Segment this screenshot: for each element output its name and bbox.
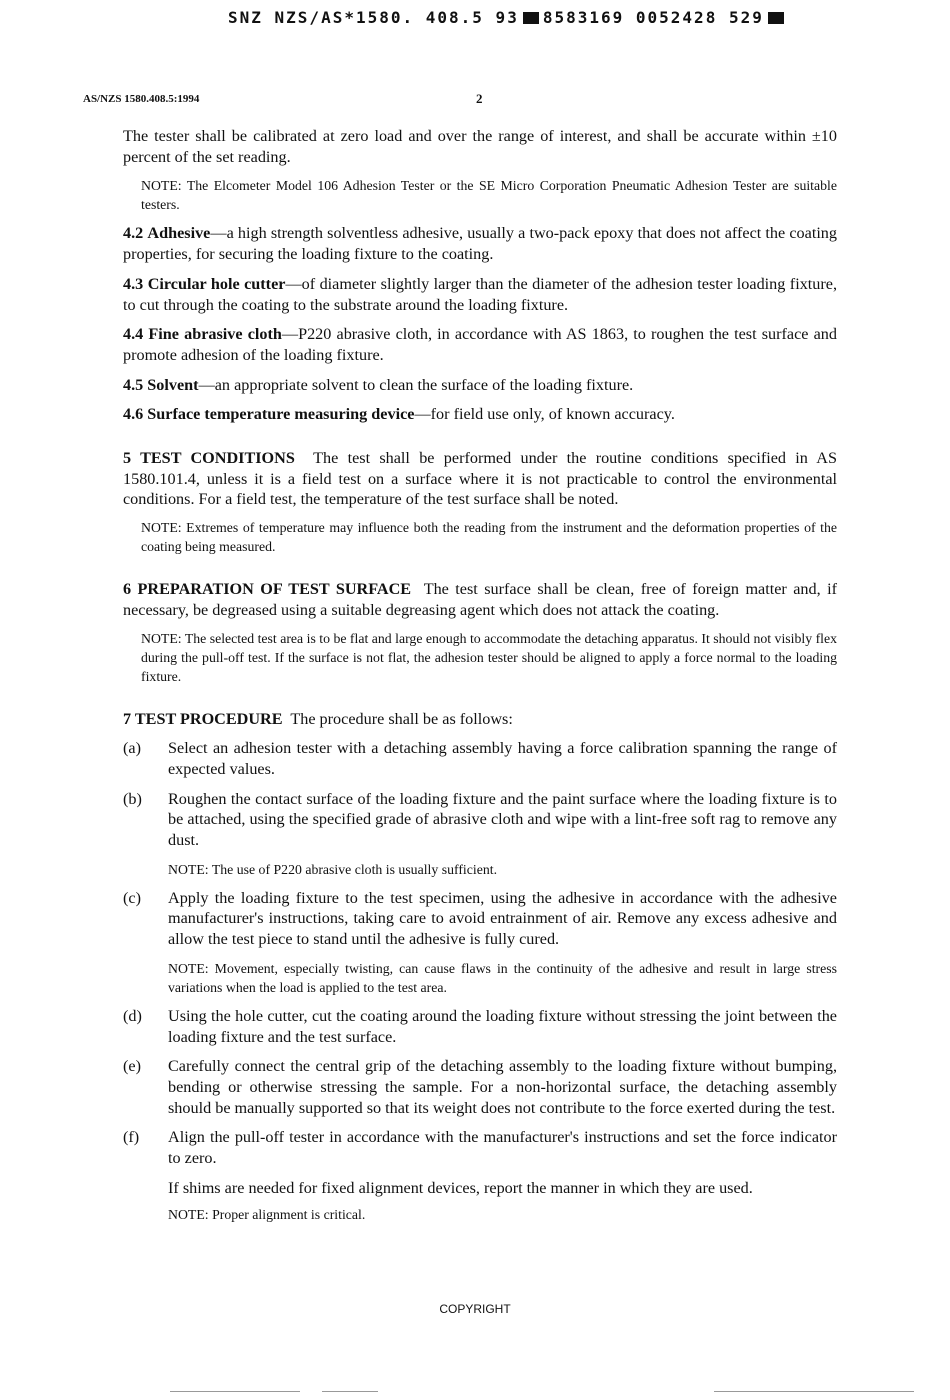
step-c-note: NOTE: Movement, especially twisting, can cause flaws in the continuity of the adhesive and result in large stress variations when the load is applied to the test area. <box>168 960 837 995</box>
clause-text: —P220 abrasive cloth, in accordance with AS 1863, to roughen the test surface and promote adhesion of the loading fixture. <box>123 325 837 364</box>
clause-text: —a high strength solventless adhesive, usually a two-pack epoxy that does not affect the coating properties, for securing the loading fixture to the coating. <box>123 224 837 264</box>
clause-number: 4.6 <box>123 405 144 424</box>
step-text: Roughen the contact surface of the loading fixture and the paint surface where the loading fixture is to be attached, using the specified grade of abrasive cloth and wipe with a lint-free soft rag to remove any dust. <box>168 789 837 850</box>
section-5 <box>123 448 837 510</box>
clause-title: Solvent <box>147 375 199 394</box>
step-label: (e) <box>123 1057 141 1076</box>
procedure-step-d <box>123 1006 837 1047</box>
clause-number: 4.5 <box>123 375 144 394</box>
step-text: Using the hole cutter, cut the coating around the loading fixture without stressing the joint between the loading fixture and the test surface. <box>168 1006 837 1046</box>
section-heading: 7 TEST PROCEDURE <box>123 709 283 728</box>
section-5-note: NOTE: Extremes of temperature may influence both the reading from the instrument and the deformation properties of the coating being measured. <box>141 520 837 555</box>
step-b-note: NOTE: The use of P220 abrasive cloth is usually sufficient. <box>168 861 498 877</box>
clause-number: 4.2 <box>123 224 144 243</box>
document-serial: 8583169 0052428 529 <box>542 8 764 27</box>
section-6-note: NOTE: The selected test area is to be flat and large enough to accommodate the detaching apparatus. It should not visibly flex during the pull-off test. If the surface is not flat, the adhesion tester should be aligned to apply a force normal to the loading fixture. <box>141 630 838 684</box>
section-text: The test surface shall be clean, free of foreign matter and, if necessary, be degreased using a suitable degreasing agent which does not attack the coating. <box>123 580 837 619</box>
procedure-step-a <box>123 738 837 779</box>
scan-artifact-line <box>714 1391 914 1392</box>
clause-4-3 <box>123 274 837 315</box>
step-f-note: NOTE: Proper alignment is critical. <box>168 1206 366 1222</box>
step-label: (d) <box>123 1006 142 1025</box>
step-text: Apply the loading fixture to the test specimen, using the adhesive in accordance with the adhesive manufacturer's instructions, taking care to avoid entrainment of air. Remove any excess adhesive and allow the test piece to stand until the adhesive is fully cured. <box>168 888 837 949</box>
document-code-line <box>228 8 788 27</box>
copyright-footer: COPYRIGHT <box>439 1302 511 1316</box>
clause-number: 4.4 <box>123 325 144 344</box>
intro-paragraph: The tester shall be calibrated at zero load and over the range of interest, and shall be accurate within ±10 percent of the set reading. <box>123 127 837 166</box>
clause-text: —an appropriate solvent to clean the surface of the loading fixture. <box>198 375 634 394</box>
procedure-step-e <box>123 1056 837 1118</box>
section-6 <box>123 579 837 620</box>
step-text: Carefully connect the central grip of the detaching assembly to the loading fixture without bumping, bending or otherwise stressing the sample. For a non-horizontal surface, the detaching assembly should be manually supported so that its weight does not contribute to the force exerted during the test. <box>168 1057 837 1117</box>
barcode-block <box>523 12 539 24</box>
section-7 <box>123 709 837 730</box>
clause-4-5 <box>123 375 837 396</box>
section-heading: 5 TEST CONDITIONS <box>123 449 295 468</box>
clause-4-4 <box>123 324 837 365</box>
section-text: The test shall be performed under the routine conditions specified in AS 1580.101.4, unless it is a field test on a surface where it is not practicable to control the environmental conditions. For a field test, the temperature of the test surface shall be noted. <box>123 449 837 509</box>
procedure-step-c <box>123 888 837 950</box>
step-f-extra: If shims are needed for fixed alignment devices, report the manner in which they are used. <box>168 1178 753 1197</box>
intro-note: NOTE: The Elcometer Model 106 Adhesion Tester or the SE Micro Corporation Pneumatic Adhesion Tester are suitable testers. <box>141 178 837 213</box>
clause-4-2 <box>123 223 837 264</box>
document-id: AS/NZS 1580.408.5:1994 <box>83 93 200 105</box>
clause-number: 4.3 <box>123 274 144 293</box>
clause-text: —of diameter slightly larger than the diameter of the adhesion tester loading fixture, to cut through the coating to the substrate around the loading fixture. <box>123 274 837 314</box>
procedure-step-f <box>123 1127 837 1168</box>
clause-title: Circular hole cutter <box>147 274 286 293</box>
page-number: 2 <box>476 91 483 106</box>
clause-title: Adhesive <box>147 224 211 243</box>
step-label: (a) <box>123 739 141 758</box>
clause-text: —for field use only, of known accuracy. <box>414 405 675 424</box>
clause-4-6 <box>123 404 837 425</box>
procedure-step-b <box>123 789 837 851</box>
step-text: Select an adhesion tester with a detaching assembly having a force calibration spanning the range of expected values. <box>168 739 837 778</box>
step-text: Align the pull-off tester in accordance with the manufacturer's instructions and set the force indicator to zero. <box>168 1128 837 1168</box>
document-code: SNZ NZS/AS*1580. 408.5 93 <box>228 8 519 27</box>
barcode-block <box>768 12 784 24</box>
scan-artifact-line <box>322 1391 378 1392</box>
clause-title: Surface temperature measuring device <box>147 405 415 424</box>
scan-artifact-line <box>170 1391 300 1392</box>
section-heading: 6 PREPARATION OF TEST SURFACE <box>123 580 412 599</box>
step-label: (f) <box>123 1128 140 1147</box>
section-text: The procedure shall be as follows: <box>290 709 513 728</box>
step-label: (b) <box>123 789 142 808</box>
clause-title: Fine abrasive cloth <box>148 325 282 344</box>
page-body <box>123 126 837 1224</box>
step-label: (c) <box>123 888 141 907</box>
